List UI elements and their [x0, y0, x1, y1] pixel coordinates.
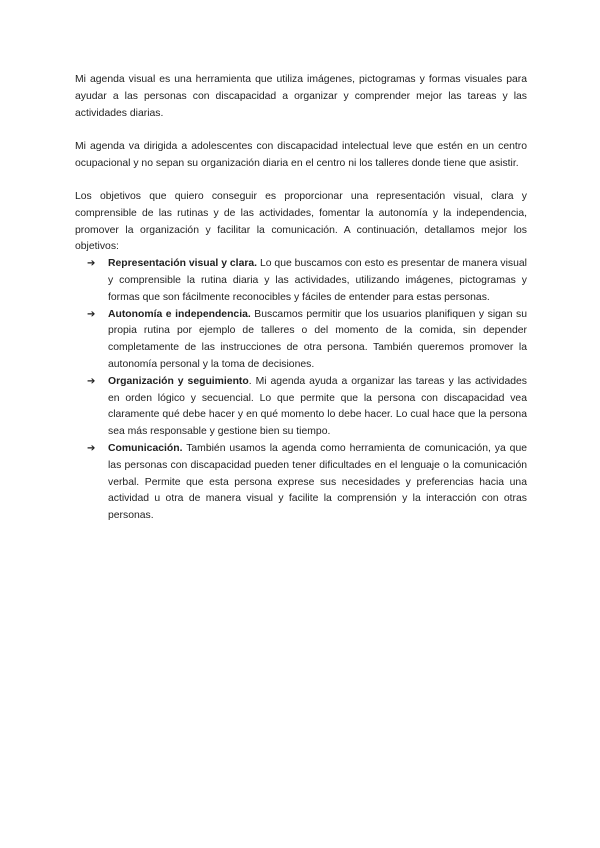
arrow-right-icon: ➔ [87, 258, 96, 270]
list-item [87, 256, 527, 306]
document-page [75, 72, 527, 525]
arrow-right-icon: ➔ [87, 375, 96, 387]
list-item [87, 307, 527, 374]
list-item [87, 441, 527, 525]
objective-title: Autonomía e independencia. [108, 308, 251, 320]
objective-title: Organización y seguimiento [108, 375, 249, 387]
objective-text: Buscamos permitir que los usuarios planifiquen y sigan su propia rutina por ejemplo de talleres o del momento de la comida, sin depender completamente de las instrucciones de otra persona. También queremos promover la autonomía personal y la toma de decisiones. [108, 308, 527, 370]
objective-title: Comunicación. [108, 442, 183, 454]
objective-text: . Mi agenda ayuda a organizar las tareas y las actividades en orden lógico y secuencial. Lo que permite que la persona con discapacidad vea claramente qué debe hacer y en qué momento lo debe hacer. Lo cual hace que la persona sea más responsable y gestione bien su tiempo. [108, 375, 527, 438]
arrow-right-icon: ➔ [87, 442, 96, 454]
objectives-list [75, 256, 527, 525]
paragraph-objectives-intro: Los objetivos que quiero conseguir es proporcionar una representación visual, clara y comprensible de las rutinas y de las actividades, fomentar la autonomía y la independencia, promover la organización y facilitar la comunicación. A continuación, detallamos mejor los objetivos: [75, 190, 527, 253]
objective-title: Representación visual y clara. [108, 258, 258, 270]
paragraph-intro: Mi agenda visual es una herramienta que utiliza imágenes, pictogramas y formas visuales para ayudar a las personas con discapacidad a organizar y comprender mejor las tareas y las actividades diarias. [75, 74, 527, 119]
objective-text: También usamos la agenda como herramienta de comunicación, ya que las personas con discapacidad pueden tener dificultades en el lenguaje o la comunicación verbal. Permite que esta persona exprese sus necesidades y preferencias hacia una actividad u otra de manera visual y facilite la comprensión y la interacción con otras personas. [108, 442, 527, 522]
objective-text: Lo que buscamos con esto es presentar de manera visual y comprensible la rutina diaria y las actividades, utilizando imágenes, pictogramas y formas que son fácilmente reconocibles y fáciles de entender para estas personas. [108, 258, 527, 303]
paragraph-target-audience: Mi agenda va dirigida a adolescentes con discapacidad intelectual leve que estén en un centro ocupacional y no sepan su organización diaria en el centro ni los talleres donde tiene que asistir. [75, 140, 527, 169]
arrow-right-icon: ➔ [87, 308, 96, 320]
list-item [87, 374, 527, 441]
